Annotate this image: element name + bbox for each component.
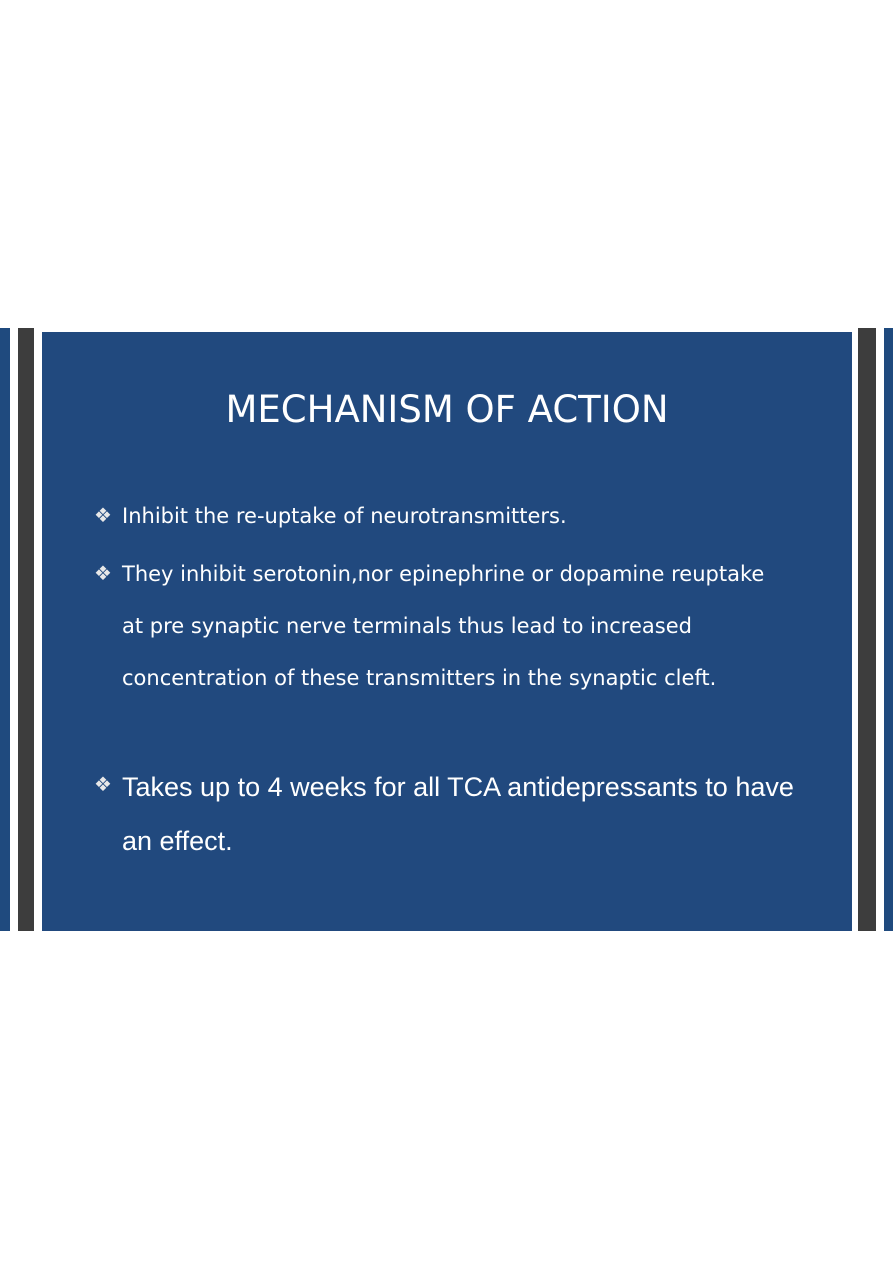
diamond-bullet-icon: ❖ (94, 503, 112, 527)
bullet-text: Takes up to 4 weeks for all TCA antidepressants to have an effect. (122, 772, 794, 856)
diamond-bullet-icon: ❖ (94, 561, 112, 585)
bullet-text: Inhibit the re-uptake of neurotransmitters. (122, 504, 567, 528)
left-white-gap-inner (34, 328, 42, 931)
right-blue-stripe (884, 328, 893, 931)
slide (0, 328, 893, 931)
slide-title: MECHANISM OF ACTION (225, 388, 669, 431)
left-white-gap (10, 328, 18, 931)
right-white-gap (876, 328, 884, 931)
right-dark-stripe (858, 328, 876, 931)
content-panel (42, 332, 852, 931)
diamond-bullet-icon: ❖ (94, 772, 112, 796)
left-dark-stripe (18, 328, 34, 931)
bullet-text: They inhibit serotonin,nor epinephrine or dopamine reuptake at pre synaptic nerve terminals thus lead to increased concentration of these transmitters in the synaptic cleft. (122, 562, 765, 690)
left-blue-stripe (0, 328, 10, 931)
